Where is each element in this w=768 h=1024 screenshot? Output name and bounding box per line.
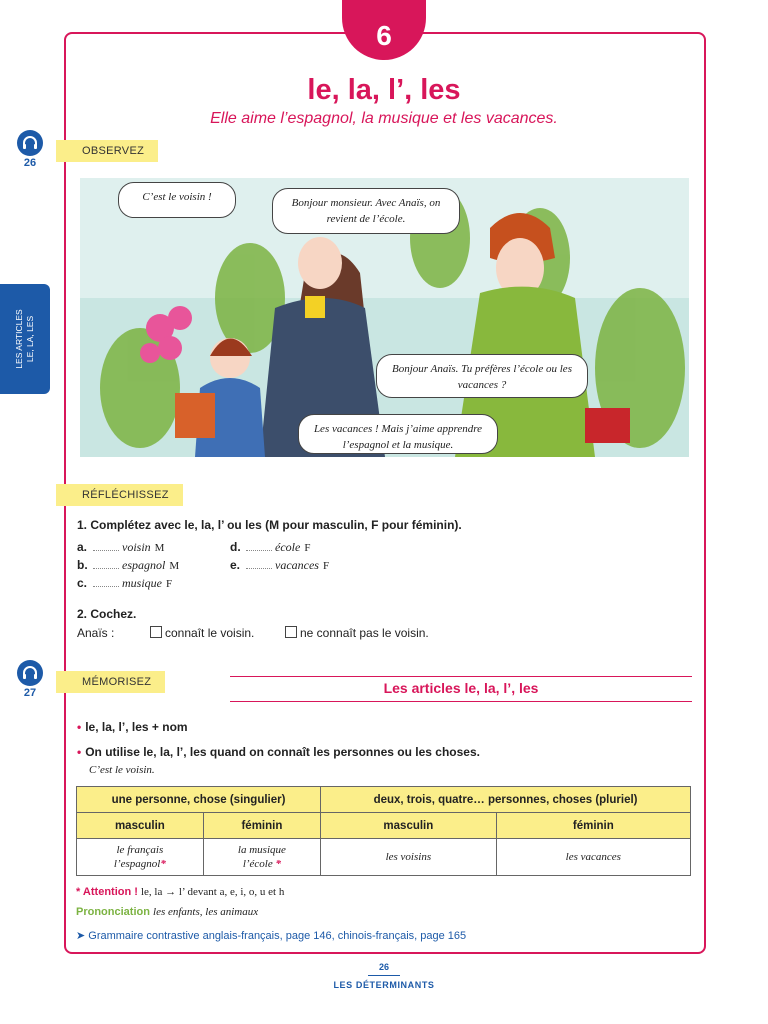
side-tab-line1: LES ARTICLES xyxy=(14,309,24,369)
section-label-reflect: RÉFLÉCHISSEZ xyxy=(56,484,183,506)
speech-bubble-1: C’est le voisin ! xyxy=(118,182,236,218)
col-masculin: masculin xyxy=(321,813,497,839)
audio-track-number: 26 xyxy=(23,157,37,169)
exercise-2-title: 2. Cochez. xyxy=(77,607,137,621)
answer-blank[interactable] xyxy=(93,586,119,587)
item-word: école xyxy=(275,540,301,554)
audio-track-27[interactable] xyxy=(14,660,46,699)
bullet-icon: • xyxy=(77,745,82,759)
page-title: le, la, l’, les xyxy=(307,74,461,106)
item-letter: a. xyxy=(77,540,88,554)
headphones-icon xyxy=(17,130,43,156)
audio-track-26[interactable] xyxy=(14,130,46,169)
exercise-item-b[interactable] xyxy=(77,558,179,573)
item-gender: M xyxy=(169,560,180,572)
cell-fem-singular xyxy=(203,839,320,876)
articles-table xyxy=(76,786,691,876)
answer-blank[interactable] xyxy=(246,550,272,551)
exercise-item-c[interactable] xyxy=(77,576,172,591)
answer-blank[interactable] xyxy=(93,568,119,569)
rule-bullet-1 xyxy=(77,720,188,734)
item-gender: F xyxy=(322,560,330,572)
cell-line: l’école xyxy=(242,858,273,870)
item-word: espagnol xyxy=(122,558,166,572)
checkbox-option-1[interactable] xyxy=(150,626,254,640)
item-letter: d. xyxy=(230,540,241,554)
header-singular: une personne, chose (singulier) xyxy=(77,787,321,813)
item-letter: e. xyxy=(230,558,241,572)
audio-track-number: 27 xyxy=(23,687,37,699)
speech-bubble-4: Les vacances ! Mais j’aime apprendre l’espagnol et la musique. xyxy=(298,414,498,454)
item-letter: b. xyxy=(77,558,88,572)
rule-text: le, la, l’, les + nom xyxy=(85,720,188,734)
option-label: connaît le voisin. xyxy=(165,626,255,640)
item-gender: F xyxy=(166,578,173,590)
page-number: 26 xyxy=(378,962,389,972)
item-gender: F xyxy=(304,542,311,554)
checkbox-option-2[interactable] xyxy=(285,626,429,640)
col-feminin: féminin xyxy=(203,813,320,839)
side-tab-label xyxy=(14,284,36,394)
attention-note xyxy=(76,886,284,898)
footer-divider xyxy=(368,975,400,976)
option-label: ne connaît pas le voisin. xyxy=(300,626,429,640)
col-feminin: féminin xyxy=(496,813,690,839)
speech-bubble-2: Bonjour monsieur. Avec Anaïs, on revient de l’école. xyxy=(272,188,460,234)
page-subtitle: Elle aime l’espagnol, la musique et les vacances. xyxy=(210,110,558,127)
item-word: musique xyxy=(122,576,162,590)
pronunciation-note xyxy=(76,906,258,918)
divider xyxy=(230,676,692,677)
rule-bullet-2 xyxy=(77,745,480,759)
attention-label: * Attention ! xyxy=(76,886,138,898)
section-label-observe: OBSERVEZ xyxy=(56,140,158,162)
cell-masc-singular xyxy=(77,839,204,876)
grammar-reference-link[interactable]: ➤ Grammaire contrastive anglais-français, page 146, chinois-français, page 165 xyxy=(76,930,467,942)
exercise-item-a[interactable] xyxy=(77,540,164,555)
exercise-1-title: 1. Complétez avec le, la, l’ ou les (M pour masculin, F pour féminin). xyxy=(77,518,462,532)
comic-illustration xyxy=(80,178,689,457)
divider xyxy=(230,701,692,702)
item-letter: c. xyxy=(77,576,88,590)
side-chapter-tab[interactable] xyxy=(0,284,50,394)
answer-blank[interactable] xyxy=(93,550,119,551)
side-tab-line2: LE, LA, LES xyxy=(25,315,35,363)
headphones-icon xyxy=(17,660,43,686)
pronunciation-text: les enfants, les animaux xyxy=(153,906,259,918)
section-label-memorize: MÉMORISEZ xyxy=(56,671,165,693)
cell-line: l’espagnol xyxy=(113,858,161,870)
item-word: vacances xyxy=(275,558,319,572)
chapter-number: 6 xyxy=(376,20,392,51)
pronunciation-label: Prononciation xyxy=(76,906,150,918)
answer-blank[interactable] xyxy=(246,568,272,569)
cell-fem-plural: les vacances xyxy=(496,839,690,876)
item-gender: M xyxy=(154,542,165,554)
col-masculin: masculin xyxy=(77,813,204,839)
cell-masc-plural: les voisins xyxy=(321,839,497,876)
checkbox[interactable] xyxy=(285,626,297,638)
checkbox[interactable] xyxy=(150,626,162,638)
exercise-item-d[interactable] xyxy=(230,540,310,555)
example-sentence: C’est le voisin. xyxy=(89,764,155,776)
asterisk-mark: * xyxy=(275,858,281,870)
bullet-icon: • xyxy=(77,720,82,734)
attention-text: le, la → l’ devant a, e, i, o, u et h xyxy=(140,886,285,898)
cell-line: la musique xyxy=(237,844,286,856)
footer-section: LES DÉTERMINANTS xyxy=(333,980,435,990)
speech-bubble-3: Bonjour Anaïs. Tu préfères l’école ou les vacances ? xyxy=(376,354,588,398)
header-plural: deux, trois, quatre… personnes, choses (pluriel) xyxy=(321,787,691,813)
asterisk-mark: * xyxy=(160,858,166,870)
memorize-title: Les articles le, la, l’, les xyxy=(383,680,539,696)
rule-text: On utilise le, la, l’, les quand on connaît les personnes ou les choses. xyxy=(85,745,480,759)
item-word: voisin xyxy=(122,540,151,554)
exercise-item-e[interactable] xyxy=(230,558,329,573)
cell-line: le français xyxy=(116,844,164,856)
exercise-2-subject: Anaïs : xyxy=(77,626,115,640)
